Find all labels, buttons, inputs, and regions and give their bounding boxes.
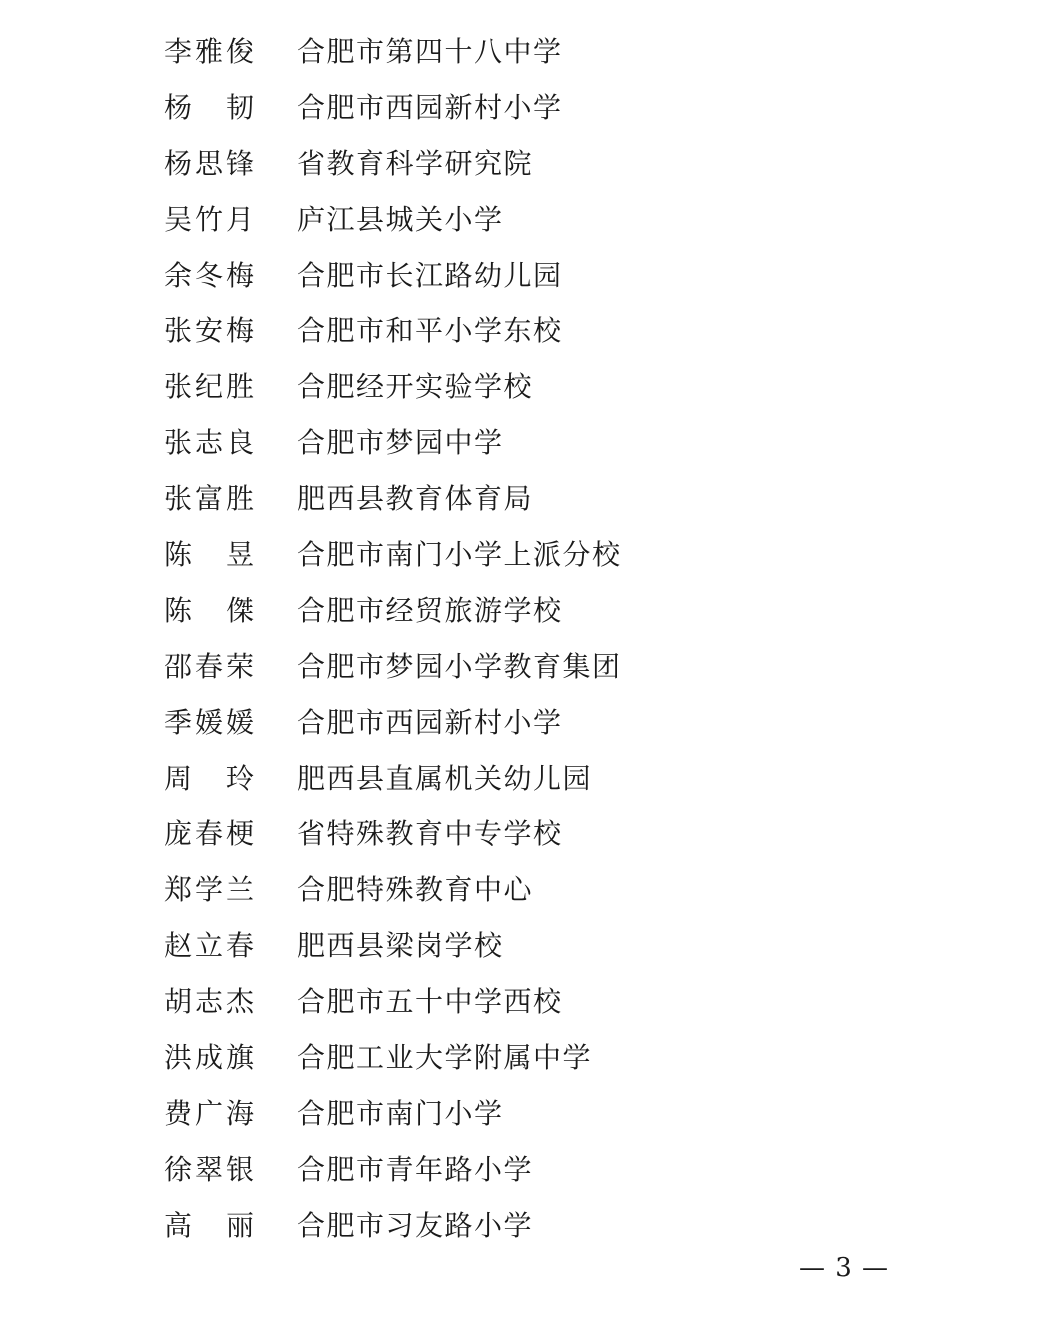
organization-name: 合肥市南门小学上派分校 — [297, 538, 622, 572]
person-name: 余冬梅 — [164, 258, 256, 292]
organization-name: 合肥市习友路小学 — [297, 1208, 534, 1242]
person-name: 杨思锋 — [164, 146, 256, 180]
person-name: 高 丽 — [164, 1208, 256, 1242]
organization-name: 合肥市长江路幼儿园 — [297, 258, 563, 292]
person-name: 庞春梗 — [164, 817, 256, 851]
organization-name: 合肥市梦园小学教育集团 — [297, 649, 622, 683]
person-name: 陈 昱 — [164, 538, 256, 572]
organization-name: 合肥市经贸旅游学校 — [297, 593, 563, 627]
person-name: 张安梅 — [164, 314, 256, 348]
person-name: 杨 韧 — [164, 90, 256, 124]
person-name: 张富胜 — [164, 482, 256, 516]
organization-name: 省特殊教育中专学校 — [297, 817, 563, 851]
person-name: 邵春荣 — [164, 649, 256, 683]
organization-name: 合肥市青年路小学 — [297, 1152, 534, 1186]
person-name: 张志良 — [164, 426, 256, 460]
organization-name: 肥西县直属机关幼儿园 — [297, 761, 593, 795]
organization-name: 庐江县城关小学 — [297, 202, 504, 236]
organization-name: 合肥市南门小学 — [297, 1096, 504, 1130]
person-name: 洪成旗 — [164, 1041, 256, 1075]
organization-name: 合肥市五十中学西校 — [297, 985, 563, 1019]
organization-name: 肥西县教育体育局 — [297, 482, 534, 516]
organization-name: 肥西县梁岗学校 — [297, 929, 504, 963]
person-name: 周 玲 — [164, 761, 256, 795]
organization-name: 合肥市和平小学东校 — [297, 314, 563, 348]
person-name: 徐翠银 — [164, 1152, 256, 1186]
person-name: 郑学兰 — [164, 873, 256, 907]
person-name: 季媛媛 — [164, 705, 256, 739]
person-name: 胡志杰 — [164, 985, 256, 1019]
organization-name: 合肥工业大学附属中学 — [297, 1041, 593, 1075]
organization-name: 合肥市西园新村小学 — [297, 90, 563, 124]
organization-name: 省教育科学研究院 — [297, 146, 534, 180]
person-name: 费广海 — [164, 1096, 256, 1130]
person-name: 吴竹月 — [164, 202, 256, 236]
person-name: 李雅俊 — [164, 35, 256, 68]
organization-name: 合肥特殊教育中心 — [297, 873, 534, 907]
person-name: 赵立春 — [164, 929, 256, 963]
organization-name: 合肥市梦园中学 — [297, 426, 504, 460]
organization-name: 合肥市第四十八中学 — [297, 35, 563, 68]
organization-name: 合肥经开实验学校 — [297, 370, 534, 404]
organization-name: 合肥市西园新村小学 — [297, 705, 563, 739]
person-name: 陈 傑 — [164, 593, 256, 627]
person-name: 张纪胜 — [164, 370, 256, 404]
page-number: — 3 — — [798, 1253, 890, 1283]
